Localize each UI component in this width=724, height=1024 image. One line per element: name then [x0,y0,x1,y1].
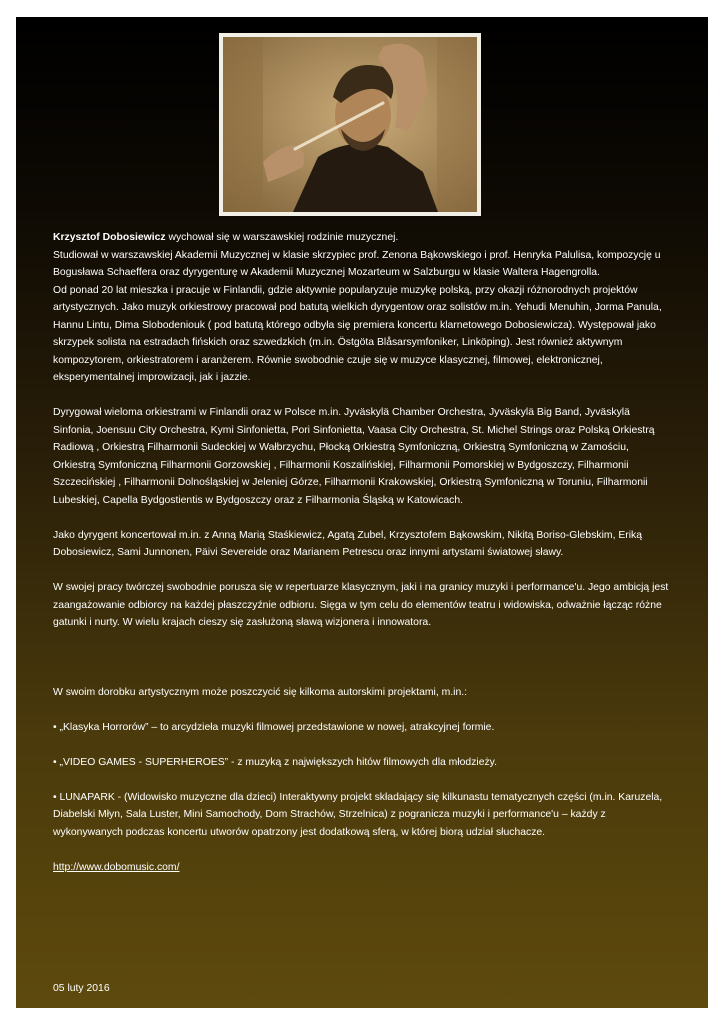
website-link[interactable]: http://www.dobomusic.com/ [53,861,180,873]
creative-paragraph: W swojej pracy twórczej swobodnie porusza się w repertuarze klasycznym, jaki i na granicy muzyki i performance'u. Jego ambicją jest zaangażowanie odbiorcy na każdej płaszczyźnie odbioru. Sięga w tym celu do elementów teatru i widowiska, odważnie łącząc różne gatunki i nurty. W wielu krajach cieszy się zasłużoną sławą wizjonera i innowatora. [53,582,669,628]
project-item-3: • LUNAPARK - (Widowisko muzyczne dla dzieci) Interaktywny projekt składający się kilkunastu tematycznych części (m.in. Karuzela, Diabelski Młyn, Sala Luster, Mini Samochody, Dom Strachów, Strzelnica) z pogranicza muzyki i performance'u – każdy z wykonywanych podczas koncertu utworów opatrzony jest dodatkową sferą, w której biorą udział słuchacze. [53,791,663,838]
project-item-1: • „Klasyka Horrorów” – to arcydzieła muzyki filmowej przedstawione w nowej, atrakcyjnej formie. [53,721,495,733]
biography-text [53,229,673,876]
orchestras-paragraph: Dyrygował wieloma orkiestrami w Finlandii oraz w Polsce m.in. Jyväskylä Chamber Orchestra, Jyväskylä Big Band, Jyväskylä Sinfonia, Joensuu City Orchestra, Kymi Sinfonietta, Pori Sinfonietta, Vaasa City Orchestra, St. Michel Strings oraz Polską Orkiestrą Radiową , Orkiestrą Filharmonii Sudeckiej w Wałbrzychu, Płocką Orkiestrą Symfoniczną, Orkiestrą Symfoniczną w Zamościu, Orkiestrą Symfoniczną Filharmonii Gorzowskiej , Filharmonii Koszalińskiej, Filharmonii Pomorskiej w Bydgoszczy, Filharmonii Szczecińskiej , Filharmonii Dolnośląskiej w Jeleniej Górze, Filharmonii Krakowskiej, Orkiestrą Symfoniczną w Toruniu, Filharmonii Lubeskiej, Capella Bydgostientis w Bydgoszczy oraz z Filharmonia Śląską w Katowicach. [53,407,655,506]
studies-paragraph: Studiował w warszawskiej Akademii Muzycznej w klasie skrzypiec prof. Zenona Bąkowskiego i prof. Henryka Palulisa, kompozycję u Bogusława Schaeffera oraz dyrygenturę w Akademii Muzycznej Mozarteum w Salzburgu w klasie Waltera Hagengrolla. [53,249,661,278]
bio-intro [53,229,673,247]
intro-text: wychował się w warszawskiej rodzinie muzycznej. [165,232,399,243]
document-date: 05 luty 2016 [53,983,110,994]
finland-paragraph: Od ponad 20 lat mieszka i pracuje w Finlandii, gdzie aktywnie popularyzuje muzykę polską, przy okazji różnorodnych projektów artystycznych. Jako muzyk orkiestrowy pracował pod batutą wielkich dyrygentow oraz solistów m.in. Yehudi Menuhin, Jorma Panula, Hannu Lintu, Dima Slobodeniouk ( pod batutą którego odbyła się premiera koncertu klarnetowego Dobosiewicza). Występował jako skrzypek solista na estradach fińskich oraz szwedzkich (m.in. Östgöta Blåsarsymfoniker, Linköping). Jest również aktywnym kompozytorem, orkiestratorem i aranżerem. Równie swobodnie czuje się w muzyce klasycznej, filmowej, elektronicznej, eksperymentalnej improwizacji, jak i jazzie. [53,284,662,383]
conductor-photo [223,37,477,212]
soloists-paragraph: Jako dyrygent koncertował m.in. z Anną Marią Staśkiewicz, Agatą Zubel, Krzysztofem Bąkowskim, Nikitą Boriso-Glebskim, Eriką Dobosiewicz, Sami Junnonen, Päivi Severeide oraz Marianem Petrescu oraz innymi artystami światowej sławy. [53,529,643,558]
artist-name: Krzysztof Dobosiewicz [53,232,166,243]
projects-intro: W swoim dorobku artystycznym może poszczycić się kilkoma autorskimi projektami, m.in.: [53,686,467,698]
project-item-2: • „VIDEO GAMES - SUPERHEROES” - z muzyką z największych hitów filmowych dla młodzieży. [53,756,497,768]
conductor-photo-frame [219,33,481,216]
